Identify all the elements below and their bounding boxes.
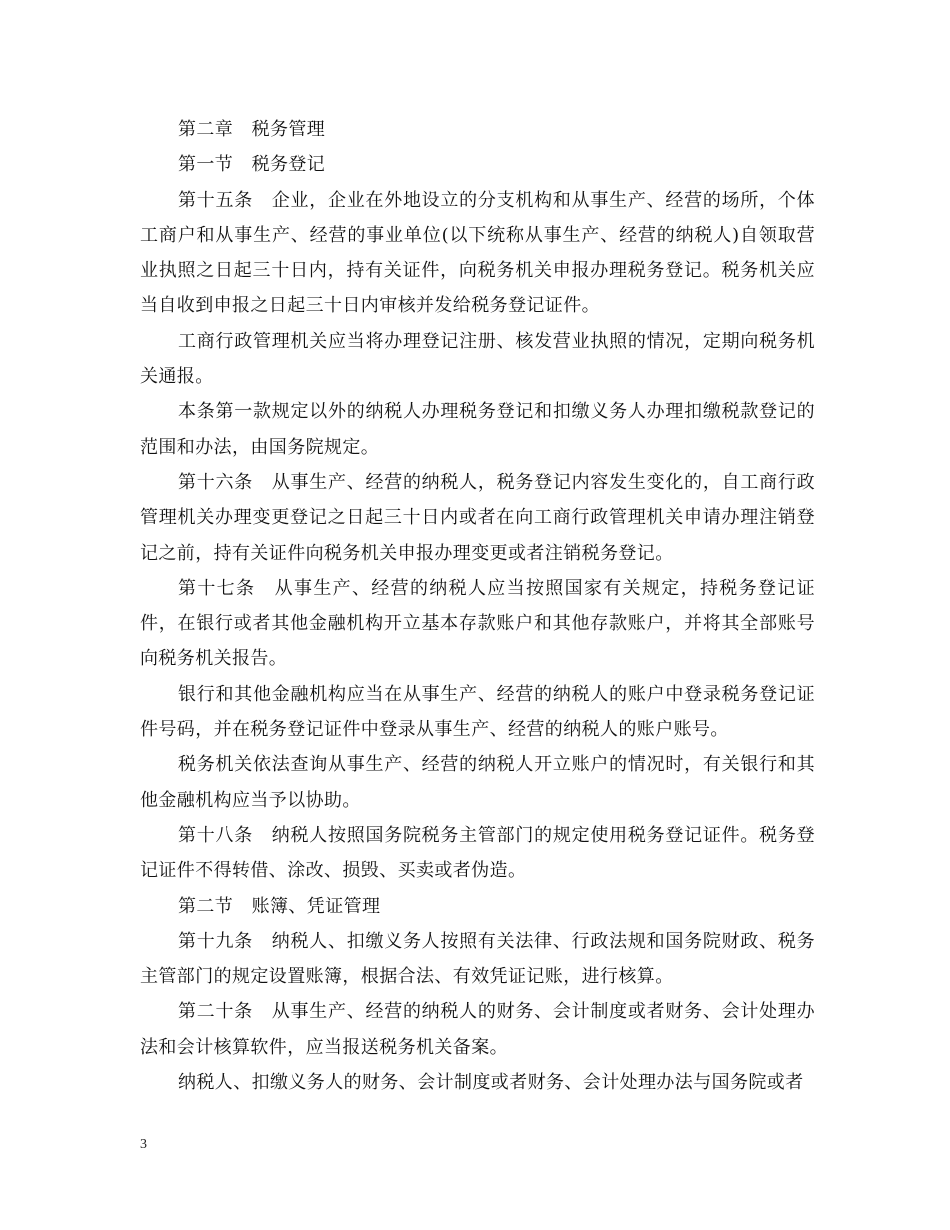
article-15-paragraph: 第十五条 企业，企业在外地设立的分支机构和从事生产、经营的场所，个体工商户和从事生产、经营的事业单位(以下统称从事生产、经营的纳税人)自领取营业执照之日起三十日内，持有关证件，向税务机关申报办理税务登记。税务机关应当自收到申报之日起三十日内审核并发给税务登记证件。 bbox=[140, 189, 815, 317]
chapter-heading: 第二章 税务管理 bbox=[178, 119, 326, 140]
article-15-paragraph-2: 工商行政管理机关应当将办理登记注册、核发营业执照的情况，定期向税务机关通报。 bbox=[140, 330, 815, 388]
section-heading: 第一节 税务登记 bbox=[178, 154, 326, 176]
article-17-paragraph: 第十七条 从事生产、经营的纳税人应当按照国家有关规定，持税务登记证件，在银行或者其他金融机构开立基本存款账户和其他存款账户，并将其全部账号向税务机关报告。 bbox=[140, 577, 815, 670]
article-17-paragraph-2: 银行和其他金融机构应当在从事生产、经营的纳税人的账户中登录税务登记证件号码，并在税务登记证件中登录从事生产、经营的纳税人的账户账号。 bbox=[140, 683, 815, 741]
article-17-paragraph-3: 税务机关依法查询从事生产、经营的纳税人开立账户的情况时，有关银行和其他金融机构应当予以协助。 bbox=[140, 754, 815, 811]
page-body bbox=[140, 112, 815, 1100]
article-20-paragraph-2: 纳税人、扣缴义务人的财务、会计制度或者财务、会计处理办法与国务院或者 bbox=[178, 1072, 804, 1094]
article-16-paragraph: 第十六条 从事生产、经营的纳税人，税务登记内容发生变化的，自工商行政管理机关办理变更登记之日起三十日内或者在向工商行政管理机关申请办理注销登记之前，持有关证件向税务机关申报办理变更或者注销税务登记。 bbox=[140, 471, 815, 564]
article-18-paragraph: 第十八条 纳税人按照国务院税务主管部门的规定使用税务登记证件。税务登记证件不得转借、涂改、损毁、买卖或者伪造。 bbox=[140, 824, 815, 882]
section-2-heading: 第二节 账簿、凭证管理 bbox=[178, 895, 381, 917]
page-number: 3 bbox=[140, 1137, 147, 1152]
article-20-paragraph: 第二十条 从事生产、经营的纳税人的财务、会计制度或者财务、会计处理办法和会计核算软件，应当报送税务机关备案。 bbox=[140, 1001, 815, 1058]
article-19-paragraph: 第十九条 纳税人、扣缴义务人按照有关法律、行政法规和国务院财政、税务主管部门的规定设置账簿，根据合法、有效凭证记账，进行核算。 bbox=[140, 930, 815, 988]
article-15-paragraph-3: 本条第一款规定以外的纳税人办理税务登记和扣缴义务人办理扣缴税款登记的范围和办法，由国务院规定。 bbox=[140, 401, 815, 458]
